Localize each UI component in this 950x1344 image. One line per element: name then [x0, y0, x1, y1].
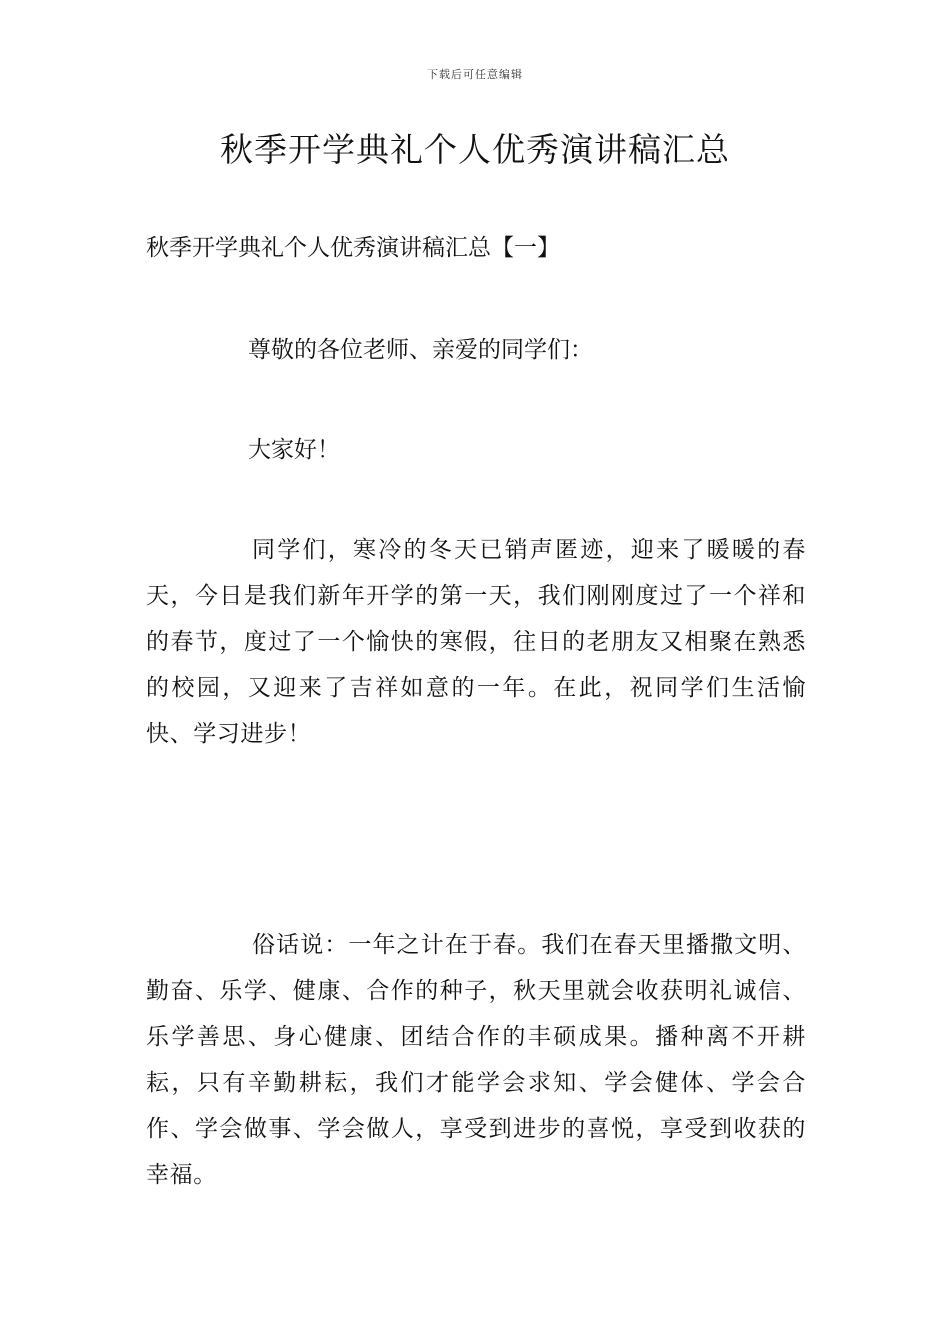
- greeting-line: 尊敬的各位老师、亲爱的同学们：: [248, 337, 593, 363]
- header-note: 下载后可任意编辑: [427, 68, 523, 81]
- hello-line: 大家好！: [248, 437, 340, 463]
- body-paragraph-1: 同学们，寒冷的冬天已销声匿迹，迎来了暖暖的春天，今日是我们新年开学的第一天，我们刚刚度过了一个祥和的春节，度过了一个愉快的寒假，往日的老朋友又相聚在熟悉的校园，又迎来了吉祥如意的一年。在此，祝同学们生活愉快、学习进步！: [146, 537, 806, 747]
- page-title: 秋季开学典礼个人优秀演讲稿汇总: [220, 130, 730, 169]
- body-paragraph-2: 俗话说：一年之计在于春。我们在春天里播撒文明、勤奋、乐学、健康、合作的种子，秋天里就会收获明礼诚信、乐学善思、身心健康、团结合作的丰硕成果。播种离不开耕耘，只有辛勤耕耘，我们才能学会求知、学会健体、学会合作、学会做事、学会做人，享受到进步的喜悦，享受到收获的幸福。: [146, 932, 806, 1188]
- section-heading: 秋季开学典礼个人优秀演讲稿汇总【一】: [146, 235, 560, 261]
